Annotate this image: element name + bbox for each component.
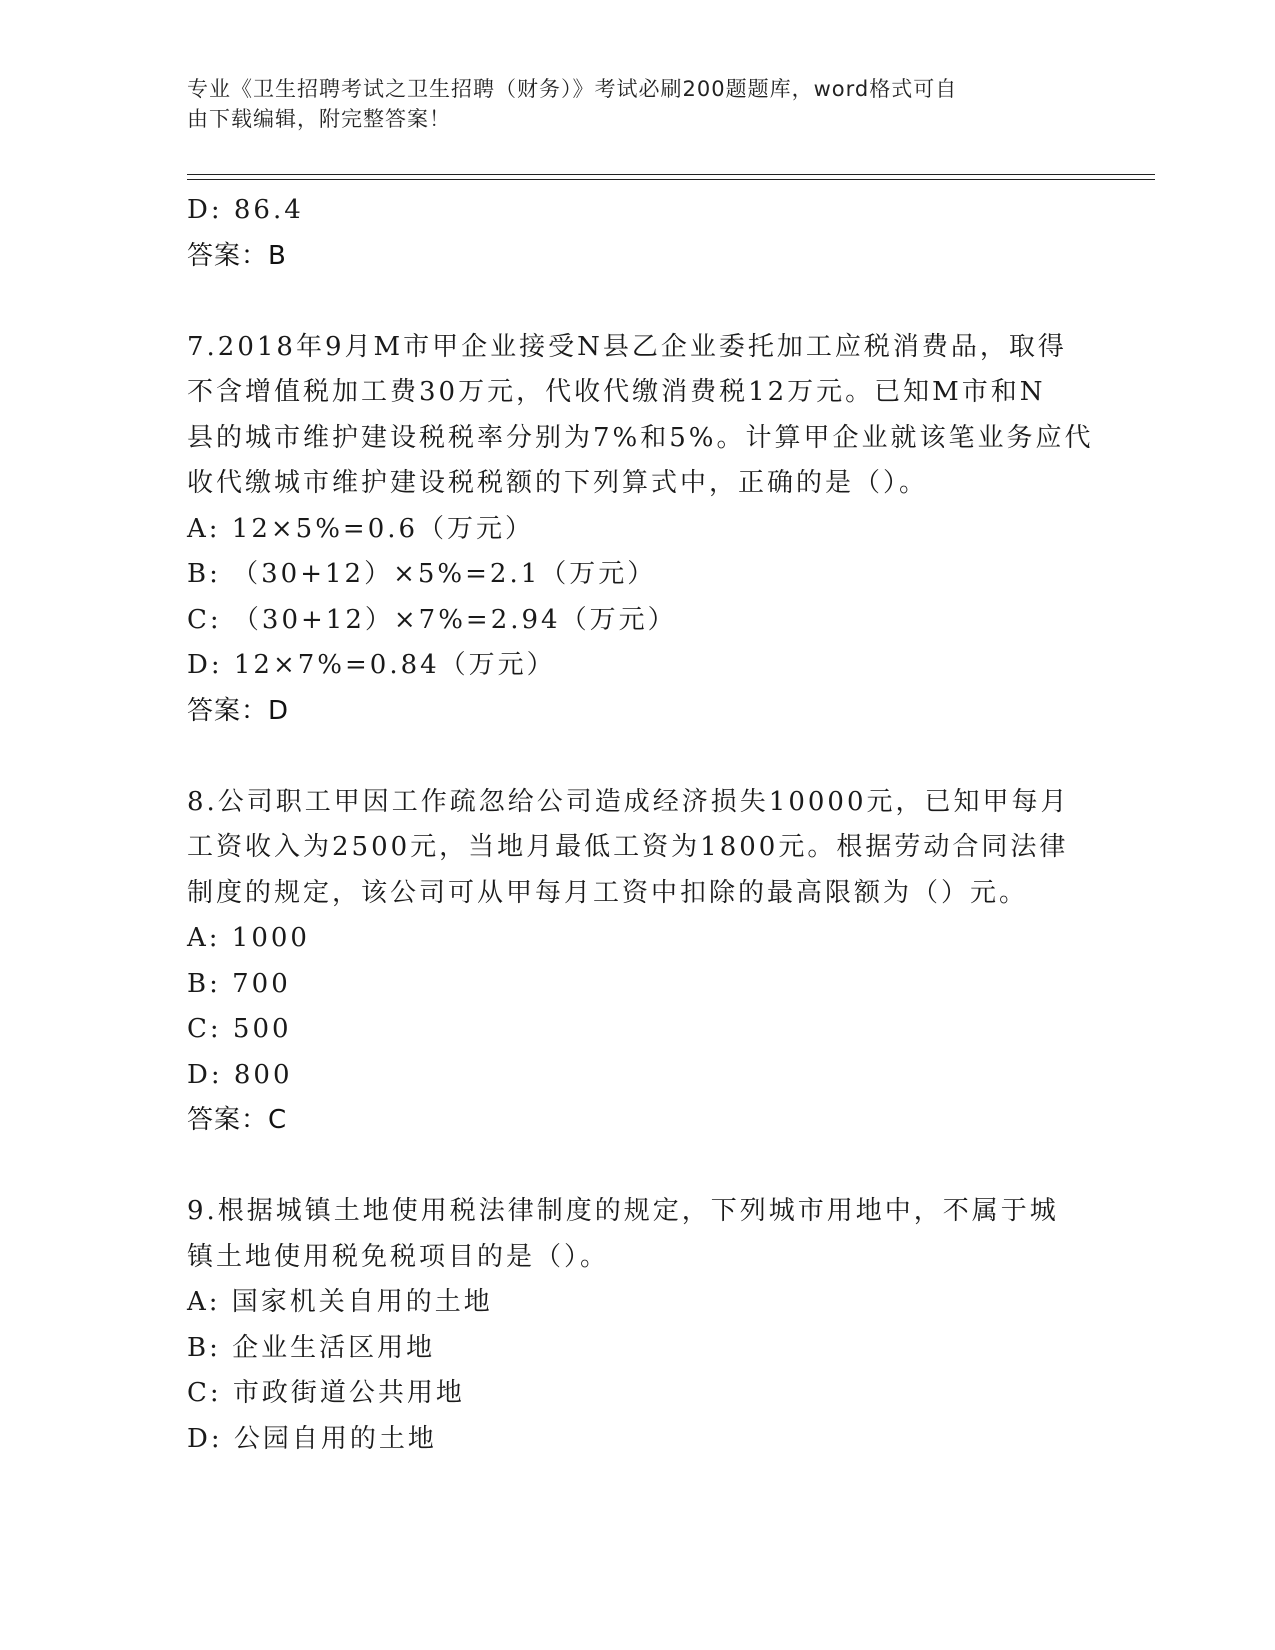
spacer xyxy=(187,1144,1087,1190)
question-9-option-b: B: 企业生活区用地 xyxy=(187,1332,436,1363)
document-header xyxy=(187,74,1067,134)
question-8-line: 工资收入为2500元，当地月最低工资为1800元。根据劳动合同法律 xyxy=(187,832,1069,862)
question-8-option-b: B: 700 xyxy=(187,968,291,999)
question-9-option-a: A: 国家机关自用的土地 xyxy=(187,1287,493,1317)
question-7-option-d: D: 12×7%=0.84（万元） xyxy=(187,650,556,680)
prev-answer: 答案：B xyxy=(187,240,287,271)
question-7-line: 收代缴城市维护建设税税额的下列算式中，正确的是（）。 xyxy=(187,468,929,498)
question-8-line: 制度的规定，该公司可从甲每月工资中扣除的最高限额为（）元。 xyxy=(187,877,1029,908)
question-7-option-c: C: （30+12）×7%=2.94（万元） xyxy=(187,604,677,635)
spacer xyxy=(187,279,1087,325)
question-7-option-b: B: （30+12）×5%=2.1（万元） xyxy=(187,559,657,589)
question-7 xyxy=(187,325,1094,735)
question-9-option-c: C: 市政街道公共用地 xyxy=(187,1378,465,1408)
question-9-line: 9.根据城镇土地使用税法律制度的规定，下列城市用地中，不属于城 xyxy=(187,1196,1059,1226)
document-body xyxy=(187,188,1094,1462)
question-7-answer: 答案：D xyxy=(187,695,290,726)
header-line-1: 专业《卫生招聘考试之卫生招聘（财务）》考试必刷200题题库，word格式可自 xyxy=(187,77,958,101)
question-7-line: 县的城市维护建设税税率分别为7%和5%。计算甲企业就该笔业务应代 xyxy=(187,422,1094,453)
question-9-line: 镇土地使用税免税项目的是（）。 xyxy=(187,1241,610,1272)
question-8-answer: 答案：C xyxy=(187,1105,288,1135)
question-7-line: 7.2018年9月M市甲企业接受N县乙企业委托加工应税消费品，取得 xyxy=(187,331,1067,362)
spacer xyxy=(187,734,1087,780)
header-divider xyxy=(187,174,1155,180)
question-9 xyxy=(187,1189,1087,1462)
header-line-2: 由下载编辑，附完整答案！ xyxy=(187,107,451,131)
question-8-option-d: D: 800 xyxy=(187,1059,293,1090)
question-9-option-d: D: 公园自用的土地 xyxy=(187,1423,437,1454)
question-8-option-c: C: 500 xyxy=(187,1014,292,1044)
question-7-option-a: A: 12×5%=0.6（万元） xyxy=(187,513,535,544)
question-8 xyxy=(187,780,1087,1144)
question-7-line: 不含增值税加工费30万元，代收代缴消费税12万元。已知M市和N xyxy=(187,377,1046,407)
question-8-option-a: A: 1000 xyxy=(187,923,310,953)
prev-option-d: D: 86.4 xyxy=(187,195,304,225)
question-8-line: 8.公司职工甲因工作疏忽给公司造成经济损失10000元，已知甲每月 xyxy=(187,786,1070,817)
